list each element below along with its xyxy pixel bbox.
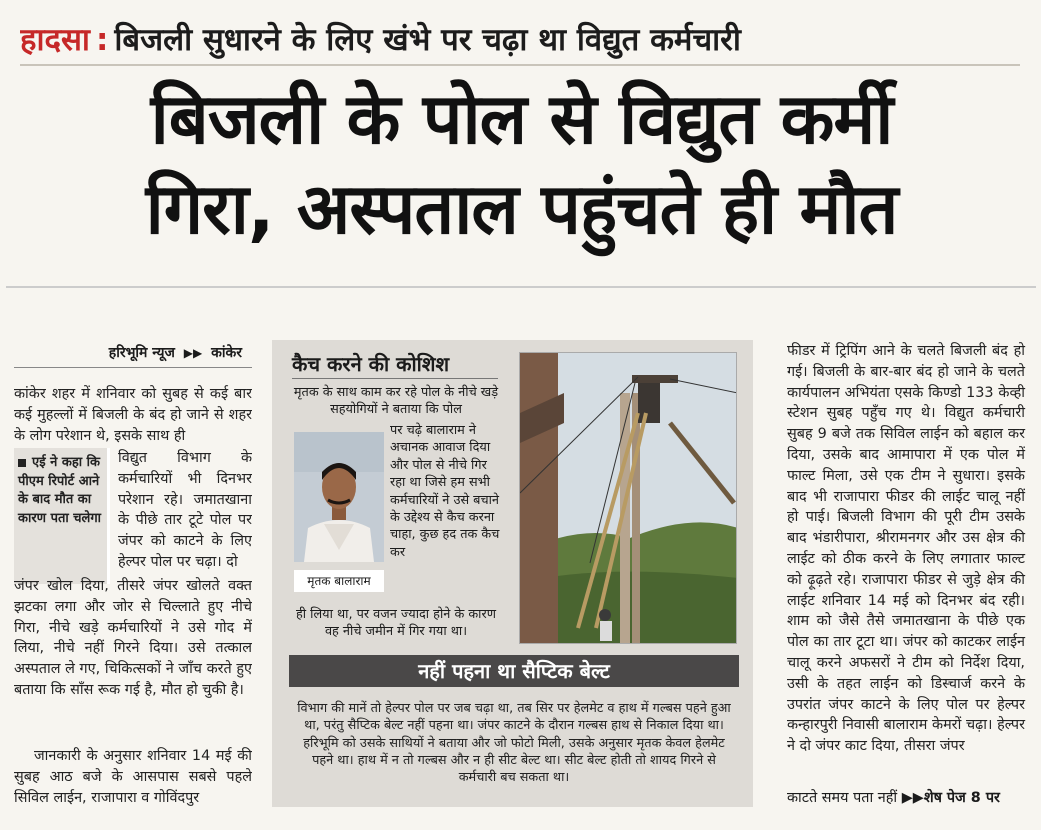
catch-title-underline [292,378,498,379]
body-text-col3: फीडर में ट्रिपिंग आने के चलते बिजली बंद हो गई। बिजली के बार-बार बंद हो जाने के चलते कार्यपालन अभियंता एसके किण्डो 133 केव्ही स्टेशन सुबह पहुँच गए थे। विद्युत कर्मचारी सुबह 9 बजे तक सिविल लाईन को बहाल कर दिया, उसके बाद आमापारा में एक पोल में फाल्ट मिला, उसे एक टीम ने सुधारा। इसके बाद भी राजापारा फीडर की लाईट चालू नहीं हो पाई। बिजली विभाग की पूरी टीम उसके बाद भंडारीपारा, श्रीरामनगर और उस क्षेत्र की लाईट को ठीक करने के लिए लगातार फाल्ट को ढ़ूढ़ते रहे। राजापारा फीडर से जुड़े क्षेत्र की लाईट शनिवार 14 मई को दिनभर बंद रही। शाम को जैसे तैसे जमातखाना के पीछे एक पोल का तार टूटा था। जंपर को काटकर लाईन चालू करने अफसरों ने टीम को निर्देश दिया, उसी के तहत लाईन को डिस्चार्ज करने के उपरांत जंपर काटने के लिए पोल पर हेल्पर कन्हारपुरी निवासी बालाराम केमरों चढ़ा। हेल्पर ने दो जंपर काट दिया, तीसरा जंपर [787,343,1025,755]
headline-line-1: बिजली के पोल से विद्युत कर्मी [150,78,893,160]
victim-portrait [294,432,384,562]
catch-right-text: पर चढ़े बालाराम ने अचानक आवाज दिया और पोल से नीचे गिर रहा था जिसे हम सभी कर्मचारियों ने उसे बचाने के उद्देश्य से कैच करना चाहा, कुछ हद तक कैच कर [390,423,500,560]
kicker-label: हादसा [20,22,90,58]
bullet-icon [18,459,26,467]
body-text-col1-end: जानकारी के अनुसार शनिवार 14 मई की सुबह आठ बजे के आसपास सबसे पहले सिविल लाईन, राजापारा व गोविंदपुर [14,748,252,806]
headline-line-2: गिरा, अस्पताल पहुंचते ही मौत [145,168,898,250]
kicker-colon: : [95,22,109,58]
continuation-line [787,788,1025,809]
arrow-icon: ▶▶ [183,346,203,360]
body-text-col1-intro: कांकेर शहर में शनिवार को सुबह से कई बार कई मुहल्लों में बिजली के बंद हो जाने से शहर के लोग परेशान थे, इसके साथ ही [14,386,252,444]
divider [6,286,1036,288]
belt-text: विभाग की मानें तो हेल्पर पोल पर जब चढ़ा था, तब सिर पर हेलमेट व हाथ में गल्बस पहने हुआ था, परंतु सैप्टिक बेल्ट नहीं पहना था। जंपर काटने के दौरान गल्बस हाथ से निकाल दिया था। हरिभूमि को उसके साथियों ने बताया और जो फोटो मिली, उसके अनुसार मृतक केवल हेलमेट पहने था। हाथ में न तो गल्बस और न ही सीट बेल्ट था। सीट बेल्ट होती तो शायद गिरने से कर्मचारी बच सकता था। [297,701,731,786]
belt-banner: नहीं पहना था सैप्टिक बेल्ट [289,655,739,687]
continued-on-page-link[interactable]: ▶▶शेष पेज 8 पर [901,790,1000,806]
col3-last-text: काटते समय पता नहीं [787,790,898,806]
page-title [14,74,1029,254]
byline-source: हरिभूमि न्यूज [108,345,175,361]
body-text-col1-main: जंपर खोल दिया, तीसरे जंपर खोलते वक्त झटका लगा और जोर से चिल्लाते हुए नीचे गिरा, नीचे खड़े कर्मचारियों ने उसे गोद में लिया, नीचे नहीं गिरने दिया। उसे तत्काल अस्पताल ले गए, चिकित्सकों ने जाँच करते हुए बताया कि साँस रूक गई है, मौत हो चुकी है। [14,578,252,698]
byline [14,342,252,368]
catch-bottom-text: ही लिया था, पर वजन ज्यादा होने के कारण वह नीचे जमीन में गिर गया था। [296,607,496,640]
kicker-line [20,18,1020,66]
kicker-text: बिजली सुधारने के लिए खंभे पर चढ़ा था विद्युत कर्मचारी [114,22,741,58]
pull-quote-text: एई ने कहा कि पीएम रिपोर्ट आने के बाद मौत का कारण पता चलेगा [18,455,102,526]
byline-place: कांकेर [211,345,242,361]
portrait-caption: मृतक बालाराम [294,570,384,592]
catch-intro-text: मृतक के साथ काम कर रहे पोल के नीचे खड़े सहयोगियों ने बताया कि पोल [293,385,499,418]
pull-quote-box [14,448,110,584]
body-text-col1-wrap: विद्युत विभाग के कर्मचारियों भी दिनभर परेशान रहे। जमातखाना के पीछे तार टूटे पोल पर जंपर को काटने के लिए हेल्पर पोल पर चढ़ा। दो [118,450,252,570]
catch-title: कैच करने की कोशिश [292,352,450,376]
pole-photo [519,352,737,644]
